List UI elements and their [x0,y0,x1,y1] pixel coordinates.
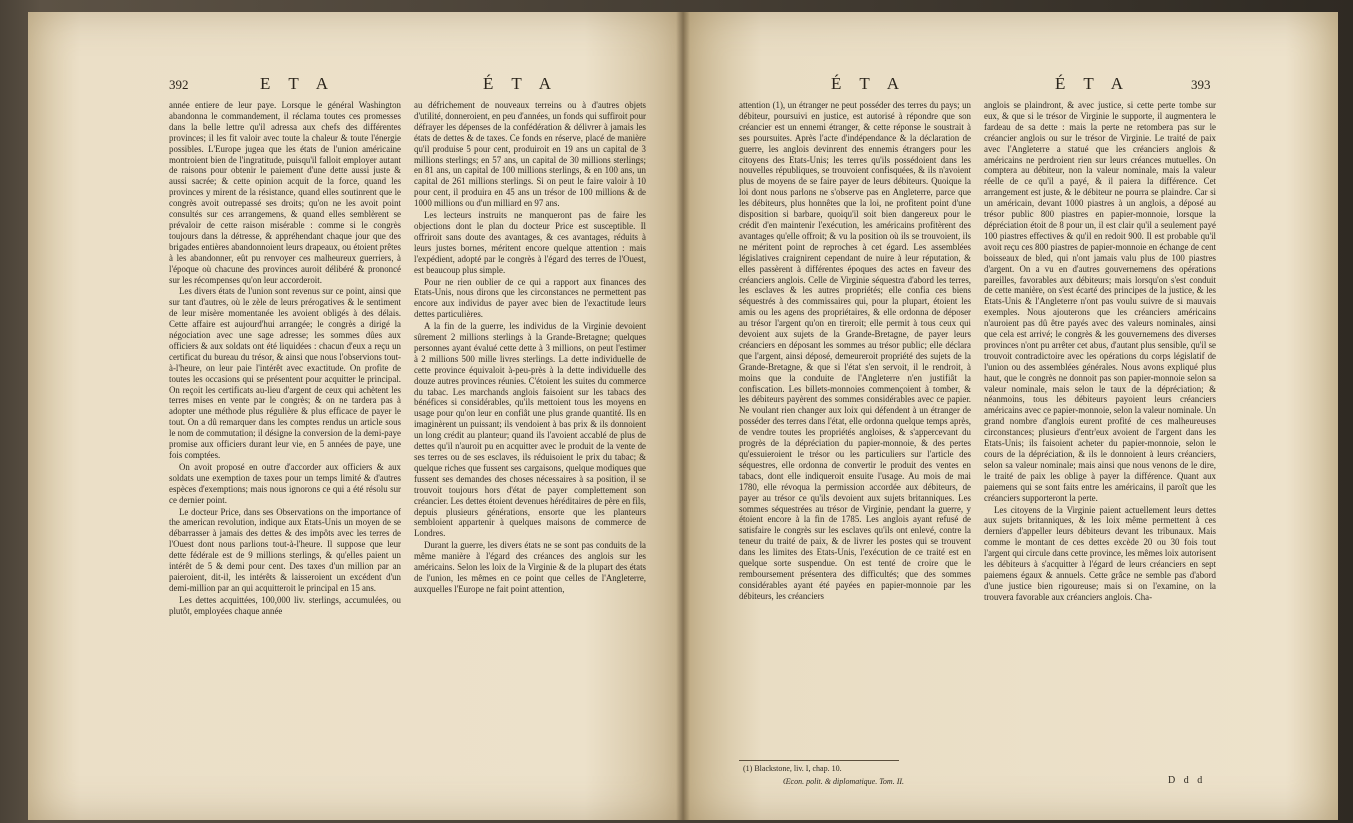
left-page [28,12,683,820]
footnote-rule [739,760,899,761]
paragraph: Les citoyens de la Virginie paient actuellement leurs dettes aux sujets britanniques, & les loix même permettent à ces derniers d'appeller leurs débiteurs devant les tribunaux. Mais comme le montant de ces dettes excède 20 ou 30 fois tout l'argent qui circule dans cette province, les mêmes loix autorisent les débiteurs à s'acquitter à l'égard de leurs créanciers en sept paiemens égaux & annuels. Cette grâce ne semble pas d'abord d'une justice bien rigoureuse; mais si on l'examine, on la trouvera favorable aux créanciers anglois. Cha- [984,504,1216,602]
paragraph: année entiere de leur paye. Lorsque le général Washington abandonna le commandement, il réclama toutes ces promesses dans la belle lettre qu'il adressa aux chefs des différentes provinces; il les fit valoir avec toute la chaleur & toute l'énergie possibles. L'Europe jugea que les états de l'union américaine montroient bien de l'ingratitude, puisqu'il falloit employer autant de raisons pour obtenir le paiement d'une dette aussi juste & aussi sacrée; & cette opinion acquit de la force, quand les provinces y mirent de la résistance, quand elles soutinrent que le congrès avoit outrepassé ses droits; qu'on ne les avoit point consultés sur ces arrangemens, & quand elles semblèrent se prévaloir de cette raison misérable : comme si le congrès toujours dans la détresse, & appréhendant chaque jour que des brigades entières abandonnoient leurs drapeaux, ou étoient prêtes à les abandonner, eût pu renvoyer ces malheureux guerriers, à l'époque où chacune des provinces auroit délibéré & prononcé sur les récompenses qu'on leur accorderoit. [169,100,401,285]
left-page-column-1 [169,100,401,618]
open-book [28,12,1338,820]
running-head: É T A [831,74,906,93]
paragraph: A la fin de la guerre, les individus de la Virginie devoient sûrement 2 millions sterlings à la Grande-Bretagne; quelques personnes ayant évalué cette dette à 3 millions, on peut l'estimer à 2 millions 500 mille livres sterlings. La dette individuelle de cette province équivaloit à-peu-près à la dette individuelle des douze autres provinces réunies. C'étoient les suites du commerce du tabac. Les marchands anglois faisoient sur les tabacs des bénéfices si considérables, qu'ils mettoient tous les moyens en usage pour qu'on leur en confiât une plus grande quantité. Ils en imaginèrent un puissant; ils vendoient à bas prix & ils donnoient un long crédit au planteur; quand ils l'avoient accablé de plus de dettes qu'il n'auroit pu en acquitter avec le produit de la vente de ses terres ou de ses esclaves, ils réduisoient le prix du tabac; & quelque riches que fussent ses cargaisons, quelque modiques que fussent ses demandes des choses nécessaires à sa position, il se trouvoit toujours hors d'état de payer complettement son créancier. Les dettes étoient devenues héréditaires de père en fils, depuis plusieurs générations, ensorte que les planteurs sembloient appartenir à quelques maisons de commerce de Londres. [414,321,646,539]
signature-mark: D d d [1168,775,1206,786]
paragraph: anglois se plaindront, & avec justice, si cette perte tombe sur eux, & que si le trésor de Virginie le supporte, il augmentera le fardeau de sa dette : mais la perte ne retombera pas sur le créancier anglois ou sur le trésor de Virginie. Le traité de paix avec l'Angleterre a statué que les créanciers anglois & américains ne perdroient rien sur leurs créances mutuelles. On comptera au débiteur, non la valeur nominale, mais la valeur réelle de ce qu'il a payé, & il paiera la différence. Cet arrangement est juste, & le débiteur ne pourra se plaindre. Car si un américain, devant 1000 piastres à un anglois, a déposé au trésor public 800 piastres en papier-monnoie, lorsque la dépréciation étoit de 8 pour un, il est clair qu'il a seulement payé 100 piastres effectives & qu'il en redoit 900. Il est probable qu'il avoit reçu ces 800 piastres de papier-monnoie en échange de cent boisseaux de bled, qui n'ont jamais valu plus de 100 piastres d'argent. On a vu en d'autres gouvernemens des opérations pareilles, favorables aux débiteurs; mais lorsqu'on s'est conduit de cette manière, on s'est écarté des principes de la justice, & les Etats-Unis & l'Angleterre n'ont pas voulu suivre de si mauvais exemples. Nous ajouterons que les créanciers américains n'auroient pas dû être payés avec des valeurs nominales, ainsi que cela est arrivé; le congrès & les gouvernemens des diverses provinces n'ont pu arrêter cet abus, d'autant plus sensible, qu'il se trouvoit contradictoire avec les opérations du corps législatif de l'union ou des assemblées générales. Nous avons expliqué plus haut, que le congrès ne donnoit pas son papier-monnoie selon sa valeur nominale, mais selon le taux de la dépréciation; & néanmoins, tous les débiteurs payoient leurs créanciers américains avec ce papier-monnoie, selon la valeur nominale. Un grand nombre d'anglois eurent profité de ces malheureuses circonstances; plusieurs d'entr'eux avoient de l'argent dans les Etats-Unis; ils faisoient acheter du papier-monnoie, selon le cours de la dépréciation, & ils le donnoient à leurs créanciers, selon sa valeur nominale; mais ainsi que nous venons de le dire, le traité de paix les oblige à payer la différence. Quant aux paiemens qui se sont faits entre les américains, il paroît que les créanciers supporteront la perte. [984,100,1216,503]
running-head: E T A [260,74,335,93]
page-number: 392 [169,77,189,92]
paragraph: au défrichement de nouveaux terreins ou à d'autres objets d'utilité, donneroient, en peu d'années, un fonds qui suffiroit pour défrayer les dépenses de la confédération & délivrer à jamais les états de dettes & de taxes. Ce fonds en réserve, placé de manière qu'il produise 5 pour cent, produiroit en 19 ans un capital de 3 millions sterlings; en 57 ans, un capital de 30 millions sterlings; en 81 ans, un capital de 100 millions sterlings, & en 100 ans, un capital de 261 millions sterlings. Si on peut le faire valoir à 10 pour cent, il produira en 45 ans un trésor de 100 millions & de 1000 millions ou d'un milliard en 97 ans. [414,100,646,209]
paragraph: Les lecteurs instruits ne manqueront pas de faire les objections dont le plan du docteur Price est susceptible. Il offriroit sans doute des avantages, & ces avantages, réduits à leurs justes bornes, méritent encore quelque attention : mais l'expédient, adopté par le congrès à l'égard des terres de l'Ouest, est beaucoup plus simple. [414,210,646,275]
book-gutter [676,12,690,820]
right-page-column-2 [984,100,1216,604]
footer-title: Œcon. polit. & diplomatique. Tom. II. [783,777,905,786]
paragraph: Le docteur Price, dans ses Observations on the importance of the american revolution, indique aux Etats-Unis un moyen de se débarrasser à jamais des dettes & des impôts avec les terres de l'Ouest dont nous parlions tout-à-l'heure. Il suppose que leur dette fédérale est de 9 millions sterlings, & qu'elles paient un intérêt de 5 & demi pour cent. Des taxes d'un million par an paieroient, dit-il, les intérêts & laisseroient un excédent d'un demi-million par an qui acquitteroit le principal en 15 ans. [169,506,401,593]
paragraph: Pour ne rien oublier de ce qui a rapport aux finances des Etats-Unis, nous dirons que les circonstances ne permettent pas encore aux individus de payer avec bien de l'exactitude leurs dettes particulières. [414,276,646,320]
right-page [683,12,1338,820]
page-number: 393 [1191,77,1211,92]
running-head: É T A [1055,74,1130,93]
paragraph: Les divers états de l'union sont revenus sur ce point, ainsi que sur tant d'autres, où le zèle de leurs prérogatives & le sentiment de leur misère momentanée les avoient obligés à des délais. Cette affaire est aujourd'hui arrangée; le congrès a dirigé la négociation avec une sage adresse; les sommes dûes aux officiers & aux soldats ont été liquidées : chacun d'eux a reçu un certificat du bureau du trésor, & ainsi que nous l'observions tout-à-l'heure, on leur paie l'intérêt avec exactitude. On profite de toutes les occasions qui se présentent pour acquitter le principal. On reçoit les certificats au-lieu d'argent de ceux qui achètent les terres mises en vente par le congrès; & on ne tardera pas à adopter une méthode plus régulière & plus efficace de payer le tout. On a dû remarquer dans les comptes rendus un article sous le nom de commutation; il désigne la conversion de la demi-paye promise aux officiers durant leur vie, en 5 années de paye, une fois comptées. [169,286,401,460]
right-page-header [683,74,1338,96]
right-page-column-1 [739,100,971,603]
paragraph: attention (1), un étranger ne peut posséder des terres du pays; un débiteur, poursuivi en justice, est autorisé à répondre que son créancier est un ennemi étranger, & cette réponse le soustrait à ses poursuites. Après l'acte d'indépendance & la déclaration de guerre, les anglois devinrent des ennemis étrangers pour les citoyens des Etats-Unis; les terres qu'ils possédoient dans les nouvelles républiques, se trouvoient confisquées, & ils n'avoient plus de moyens de se faire payer de leurs débiteurs. Quoique la loi dont nous parlons ne s'observe pas en Angleterre, parce que les débiteurs, plus honnêtes que la loi, ne profitent point d'une disposition si barbare, quoiqu'il soit bien dangereux pour le crédit d'en maintenir l'exécution, les américains profitèrent des avantages qu'elle offroit; & vu la position où ils se trouvoient, ils ne méritent point de reproches à cet égard. Les assemblées législatives craignirent cependant de nuire à leur réputation, & elles passèrent à différentes époques des actes en faveur des créanciers anglois. Celle de Virginie séquestra d'abord les terres, les esclaves & les autres propriétés; elle confia ces biens séquestrés à des commissaires qui, pour la plupart, étoient les amis ou les agens des propriétaires, & elle ordonna de déposer au trésor l'argent qu'on en tireroit; elle permit à tous ceux qui devoient aux sujets de la Grande-Bretagne, de payer leurs créanciers en déposant les sommes au trésor public; elle déclara que l'argent, ainsi déposé, demeureroit propriété des sujets de la Grande-Bretagne, & que si l'état s'en servoit, il le rendroit, à moins que la conduite de l'Angleterre n'en justifiât la confiscation. Les billets-monnoies commençoient à tomber, & les débiteurs payèrent des sommes considérables avec ce papier. Ne voulant rien changer aux loix qui défendent à un étranger de posséder des terres dans l'état, elle ordonna quelque temps après, de vendre toutes les propriétés angloises, & s'appercevant du progrès de la dépréciation du papier-monnoie, & des pertes qu'essuieroient le trésor ou les particuliers sur l'article des séquestres, elle ordonna de convertir le produit des ventes en tabacs, dont elle indiqueroit ensuite l'usage. Au mois de mai 1780, elle révoqua la permission accordée aux débiteurs, de payer au trésor ce qu'ils devoient aux sujets britanniques. Les sommes séquestrées au trésor de Virginie, pendant la guerre, y étoient encore à la fin de 1785. Les anglois ayant refusé de satisfaire le congrès sur les esclaves qu'ils ont enlevé, contre la teneur du traité de paix, & de livrer les postes qui se trouvent dans les limites des Etats-Unis, l'exécution de ce traité est en quelque sorte suspendue. On est tenté de croire que le remboursement présentera des difficultés; que des sommes considérables ayant été payées en papier-monnoie par les débiteurs, les créanciers [739,100,971,601]
footnote: (1) Blackstone, liv. I, chap. 10. [743,764,842,773]
left-page-header [28,74,683,96]
left-page-column-2 [414,100,646,596]
paragraph: Les dettes acquittées, 100,000 liv. sterlings, accumulées, ou plutôt, employées chaque année [169,594,401,616]
running-head: É T A [483,74,558,93]
paragraph: On avoit proposé en outre d'accorder aux officiers & aux soldats une exemption de taxes pour un temps limité & d'autres espèces d'exemptions; mais nous ignorons ce qui a été résolu sur ce dernier point. [169,461,401,505]
paragraph: Durant la guerre, les divers états ne se sont pas conduits de la même manière à l'égard des créances des anglois sur les américains. Selon les loix de la Virginie & de la plupart des états de l'union, les mêmes en ce point que celles de l'Angleterre, auxquelles l'Europe ne fait point attention, [414,540,646,594]
